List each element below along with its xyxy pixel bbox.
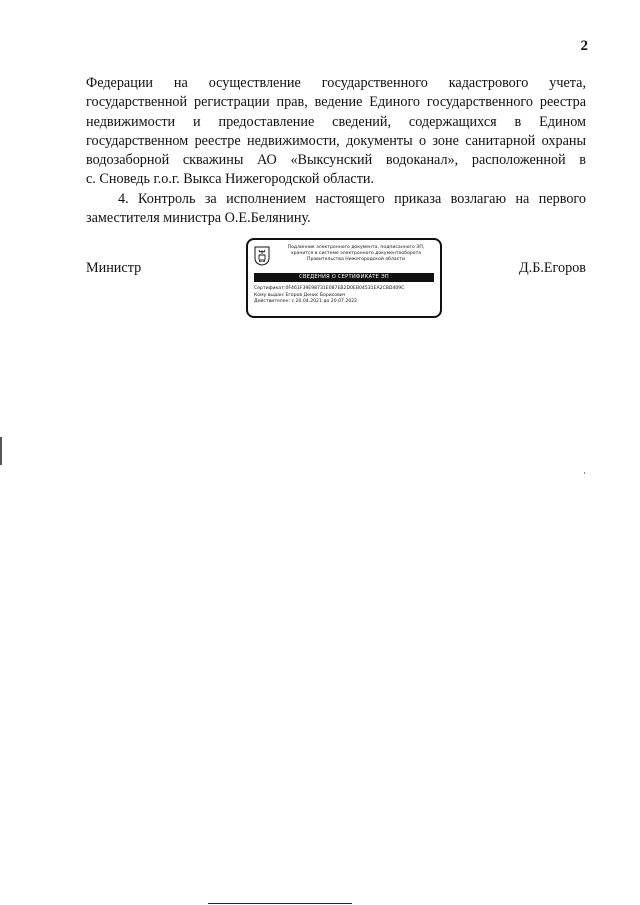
text-line: государственной регистрации прав, ведение Единого государственного реестра <box>86 94 586 111</box>
text-line: с. Сноведь г.о.г. Выкса Нижегородской области. <box>86 171 375 188</box>
page-number: 2 <box>580 38 588 54</box>
signatory-title: Министр <box>86 260 142 276</box>
certificate-label: Сертификат: <box>254 286 286 291</box>
text-line: Федерации на осуществление государственного кадастрового учета, <box>86 75 586 91</box>
stamp-header-line: Подлинник электронного документа, подписанного ЭП, <box>287 245 425 250</box>
text-line: заместителя министра О.Е.Белянину. <box>86 210 311 227</box>
nizhny-novgorod-deer-emblem-icon <box>254 246 270 266</box>
stamp-header-line: хранится в системе электронного документооборота <box>290 251 422 256</box>
stamp-banner: СВЕДЕНИЯ О СЕРТИФИКАТЕ ЭП <box>254 273 434 282</box>
stamp-header-line: Правительства Нижегородской области <box>307 257 405 262</box>
text-line: водозаборной скважины АО «Выксунский водоканал», расположенной в <box>86 152 586 169</box>
validity-value: с 20.04.2021 до 20.07.2022 <box>291 299 358 305</box>
issued-to-label: Кому выдан: <box>254 292 285 298</box>
paragraph-continuation <box>86 74 586 190</box>
text-line: государственном реестре недвижимости, документы о зоне санитарной охраны <box>86 132 586 149</box>
scan-margin-mark <box>0 437 2 465</box>
stamp-details <box>254 286 436 306</box>
text-line: 4. Контроль за исполнением настоящего приказа возлагаю на первого <box>118 190 586 207</box>
validity-row <box>254 299 436 306</box>
paragraph-item-4 <box>86 190 586 229</box>
text-line: недвижимости и предоставление сведений, содержащихся в Едином <box>86 113 586 130</box>
certificate-row <box>254 286 436 293</box>
scan-dot <box>584 472 585 474</box>
signatory-name: Д.Б.Егоров <box>518 260 586 276</box>
electronic-signature-stamp <box>246 238 442 318</box>
issued-to-value: Егоров Денис Борисович <box>285 292 346 298</box>
footer-rule <box>208 903 352 904</box>
stamp-header <box>274 245 438 263</box>
document-body <box>86 74 586 228</box>
certificate-value: 0F461F39E98731E087EB2D0EB04531EA2CBD409C <box>285 286 405 291</box>
validity-label: Действителен: <box>254 299 291 305</box>
